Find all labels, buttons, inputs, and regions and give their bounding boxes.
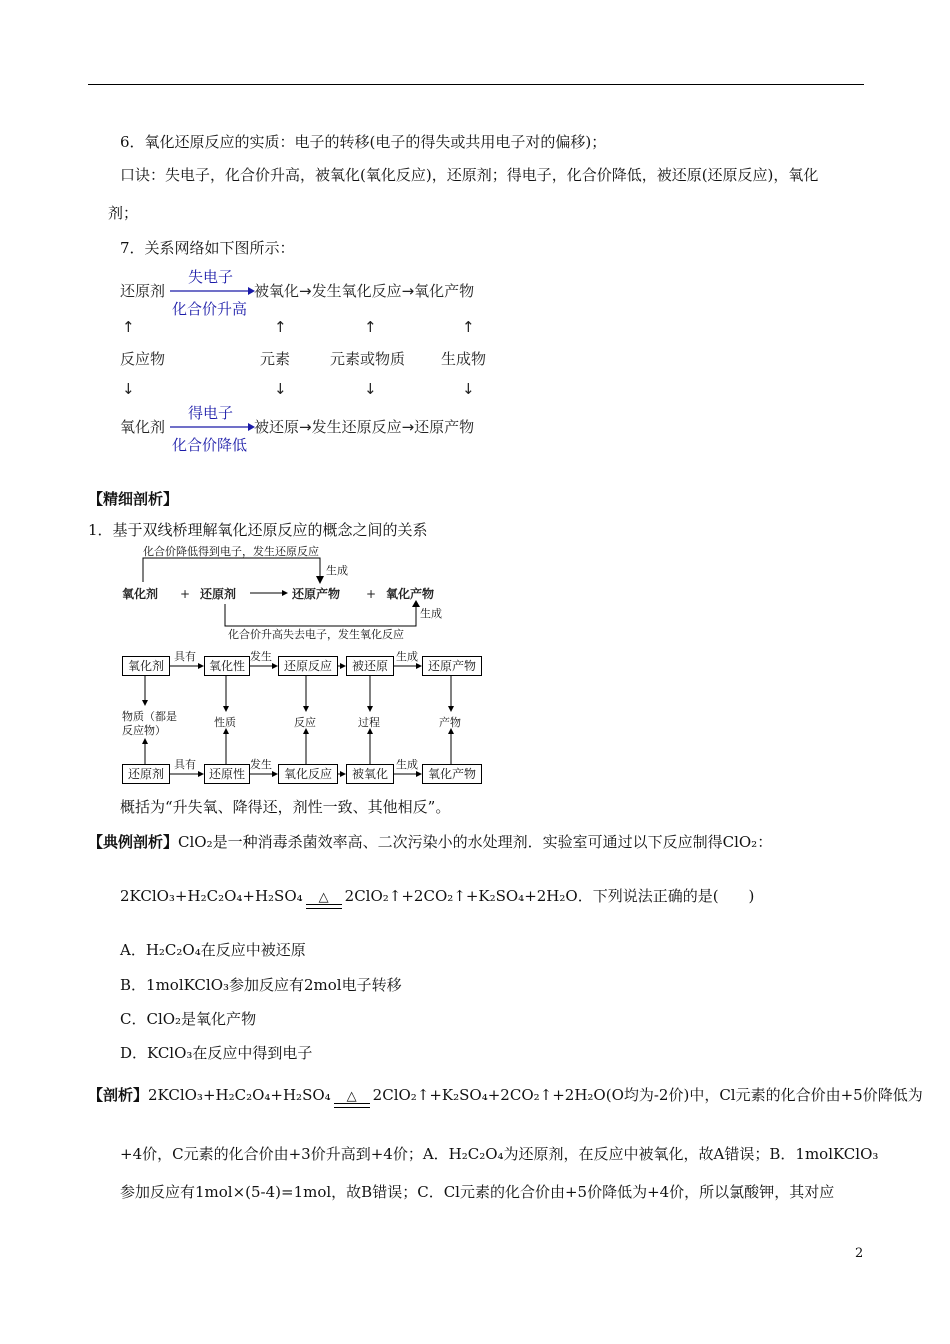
bridge-gen-2: 生成 (420, 607, 442, 620)
flow-mid-2: 性质 (214, 716, 236, 729)
flow-bottom-link-2: 发生 (250, 758, 272, 771)
bridge-plus-2: + (366, 587, 377, 601)
net-gain-electrons: 得电子 (188, 404, 234, 422)
analysis-line-1 (88, 1085, 923, 1105)
page-number: 2 (855, 1246, 864, 1261)
item-6: 6．氧化还原反应的实质：电子的转移(电子的得失或共用电子对的偏移)； (120, 133, 607, 151)
net-valence-up: 化合价升高 (172, 300, 248, 318)
net-down-arrow-1: ↓ (122, 380, 135, 398)
bridge-red-product: 还原产物 (292, 587, 341, 601)
detail-item-1: 1．基于双线桥理解氧化还原反应的概念之间的关系 (88, 521, 428, 539)
net-reducer: 还原剂 (120, 282, 166, 300)
flow-top-box-5: 还原产物 (422, 656, 482, 676)
net-oxidizer: 氧化剂 (120, 418, 166, 436)
flow-mid-3: 反应 (294, 716, 316, 729)
flow-mid-1: 物质（都是 反应物） (122, 710, 177, 737)
option-a: A．H₂C₂O₄在反应中被还原 (120, 941, 306, 959)
section-detail-heading: 【精细剖析】 (88, 490, 179, 508)
bridge-plus-1: + (180, 587, 191, 601)
analysis-line-3: 参加反应有1mol×(5-4)=1mol，故B错误；C．Cl元素的化合价由+5价降低为+4价，所以氯酸钾，其对应 (120, 1183, 835, 1201)
net-reactant: 反应物 (120, 350, 166, 368)
flow-top-box-4: 被还原 (346, 656, 394, 676)
net-down-arrow-4: ↓ (462, 380, 475, 398)
flow-bottom-link-1: 具有 (174, 758, 196, 771)
analysis-label: 【剖析】 (88, 1086, 149, 1104)
flow-mid-4: 过程 (358, 716, 380, 729)
heat-sign (306, 886, 342, 906)
net-up-arrow-2: ↑ (274, 318, 287, 336)
option-c: C．ClO₂是氧化产物 (120, 1010, 257, 1028)
flow-top-box-3: 还原反应 (278, 656, 338, 676)
net-element-or-substance: 元素或物质 (330, 350, 406, 368)
net-up-arrow-3: ↑ (364, 318, 377, 336)
net-down-arrow-2: ↓ (274, 380, 287, 398)
analysis-eq-left: 2KClO₃+H₂C₂O₄+H₂SO₄ (148, 1086, 331, 1104)
bridge-reducer: 还原剂 (200, 587, 237, 601)
heat-triangle: △ (318, 890, 329, 905)
net-lose-electrons: 失电子 (188, 268, 234, 286)
flow-mid-5: 产物 (439, 716, 461, 729)
analysis-line-2: +4价，C元素的化合价由+3价升高到+4价；A．H₂C₂O₄为还原剂，在反应中被氧化，故A错误；B．1molKClO₃ (120, 1145, 879, 1163)
flow-top-link-4: 生成 (396, 650, 418, 663)
item-7: 7．关系网络如下图所示： (120, 239, 295, 257)
bridge-top-label: 化合价降低得到电子，发生还原反应 (143, 545, 319, 558)
flow-top-box-1: 氧化剂 (122, 656, 170, 676)
bridge-ox-product: 氧化产物 (386, 587, 435, 601)
flow-bottom-box-1: 还原剂 (122, 764, 170, 784)
example-label: 【典例剖析】 (88, 833, 179, 851)
flow-bottom-box-4: 被氧化 (346, 764, 394, 784)
net-up-arrow-1: ↑ (122, 318, 135, 336)
analysis-heat-triangle: △ (346, 1089, 357, 1104)
example-text: ClO₂是一种消毒杀菌效率高、二次污染小的水处理剂．实验室可通过以下反应制得ClO₂： (178, 833, 773, 851)
flow-bottom-box-2: 还原性 (204, 764, 250, 784)
bridge-gen-1: 生成 (326, 564, 348, 577)
option-b: B．1molKClO₃参加反应有2mol电子转移 (120, 976, 402, 994)
equation (120, 886, 754, 906)
analysis-eq-right: 2ClO₂↑+K₂SO₄+2CO₂↑+2H₂O(O均为-2价)中，Cl元素的化合价由+5价降低为 (372, 1086, 923, 1104)
equation-right: 2ClO₂↑+2CO₂↑+K₂SO₄+2H₂O．下列说法正确的是( ) (344, 887, 755, 905)
flow-top-box-2: 氧化性 (204, 656, 250, 676)
flow-top-link-1: 具有 (174, 650, 196, 663)
flow-bottom-box-5: 氧化产物 (422, 764, 482, 784)
flow-bottom-link-4: 生成 (396, 758, 418, 771)
net-element: 元素 (260, 350, 291, 368)
analysis-heat-sign (334, 1085, 370, 1105)
bridge-oxidizer: 氧化剂 (122, 587, 159, 601)
net-valence-down: 化合价降低 (172, 436, 248, 454)
net-down-arrow-3: ↓ (364, 380, 377, 398)
net-top-chain: 被氧化→发生氧化反应→氧化产物 (254, 282, 475, 300)
flow-top-link-2: 发生 (250, 650, 272, 663)
flow-bottom-box-3: 氧化反应 (278, 764, 338, 784)
bridge-bottom-label: 化合价升高失去电子，发生氧化反应 (228, 628, 404, 641)
mnemonic-line-2: 剂； (108, 204, 139, 222)
mnemonic-line-1: 口诀：失电子，化合价升高，被氧化(氧化反应)，还原剂；得电子，化合价降低，被还原(还原反应)，氧化 (120, 166, 819, 184)
net-bottom-chain: 被还原→发生还原反应→还原产物 (254, 418, 475, 436)
net-product: 生成物 (441, 350, 487, 368)
summary: 概括为“升失氧、降得还，剂性一致、其他相反”。 (120, 798, 451, 816)
net-up-arrow-4: ↑ (462, 318, 475, 336)
equation-left: 2KClO₃+H₂C₂O₄+H₂SO₄ (120, 887, 303, 905)
option-d: D．KClO₃在反应中得到电子 (120, 1044, 313, 1062)
